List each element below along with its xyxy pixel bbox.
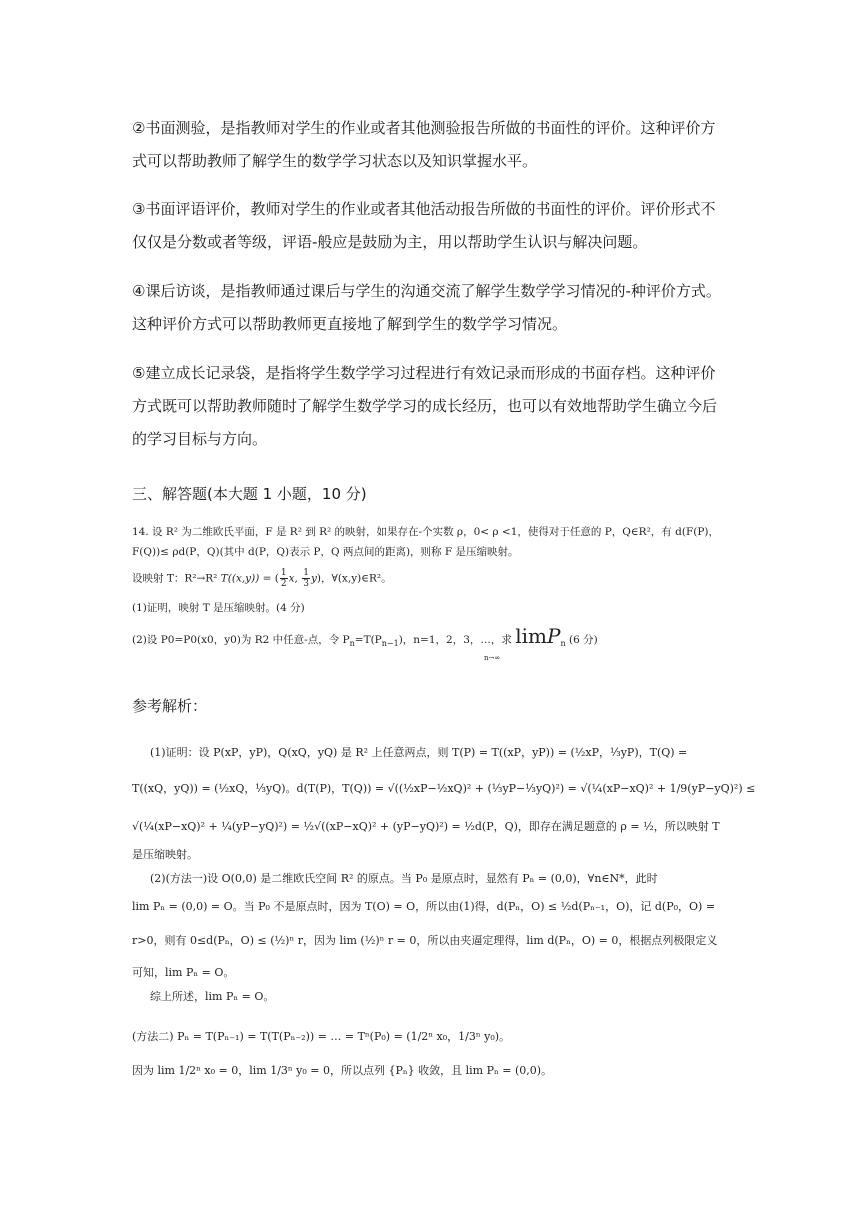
answer-line: lim Pₙ = (0,0) = O。当 P₀ 不是原点时，因为 T(O) = O，所以由(1)得，d(Pₙ，O) ≤ ½d(Pₙ₋₁，O)，记 d(P₀，O) = xyxy=(132,900,716,913)
answer-line: 因为 lim 1/2ⁿ x₀ = 0，lim 1/3ⁿ y₀ = 0，所以点列 {Pₙ} 收敛，且 lim Pₙ = (0,0)。 xyxy=(132,1064,553,1077)
fraction-third: $\frac{1}{3}$ xyxy=(303,568,309,589)
question-line: 设映射 T：R²→R² T((x,y)) = ( $\frac{1}{2}$ x, $\frac{1}{3}$ y)，∀(x,y)∈R²。 xyxy=(132,568,392,589)
answer-line: (2)(方法一)设 O(0,0) 是二维欧氏空间 R² 的原点。当 P₀ 是原点时，显然有 Pₙ = (0,0)，∀n∈N*，此时 xyxy=(150,872,658,885)
question-line: (2)设 P0=P0(x0，y0)为 R2 中任意-点，令 $P_n=T(P_{n-1})$，n=1，2，3，…，求 limP$_n$ (6 分) xyxy=(132,624,598,648)
paragraph-interview xyxy=(132,275,744,341)
answer-line: 综上所述，lim Pₙ = O。 xyxy=(150,990,275,1003)
question-text: 设映射 T：R²→R² xyxy=(132,572,218,585)
answer-line: √(¼(xP−xQ)² + ¼(yP−yQ)²) = ½√((xP−xQ)² + (yP−yQ)²) = ½d(P，Q)，即存在满足题意的 ρ = ½，所以映射 T xyxy=(132,820,720,833)
paragraph-line: ⑤建立成长记录袋，是指将学生数学学习过程进行有效记录而形成的书面存档。这种评价 xyxy=(132,364,716,382)
answer-line: (1)证明：设 P(xP，yP)，Q(xQ，yQ) 是 R² 上任意两点，则 T(P) = T((xP，yP)) = (½xP，⅓yP)，T(Q) = xyxy=(150,746,688,759)
paragraph-line: 方式既可以帮助教师随时了解学生数学学习的成长经历，也可以有效地帮助学生确立今后 xyxy=(132,397,718,415)
paragraph-line: 这种评价方式可以帮助教师更直接地了解到学生的数学学习情况。 xyxy=(132,315,568,333)
paragraph-line: ④课后访谈，是指教师通过课后与学生的沟通交流了解学生数学学习情况的-种评价方式。 xyxy=(132,282,721,300)
answer-line: 可知，lim Pₙ = O。 xyxy=(132,966,235,979)
fraction-half: $\frac{1}{2}$ xyxy=(280,568,287,589)
question-text: =T(P xyxy=(354,634,382,646)
paragraph-written-comment xyxy=(132,193,744,259)
question-text: (6 分) xyxy=(568,634,598,646)
question-line: 14. 设 R² 为二维欧氏平面，F 是 R² 到 R² 的映射，如果存在-个实数 ρ，0< ρ <1，使得对于任意的 P，Q∈R²，有 d(F(P)， xyxy=(132,526,719,538)
question-text: (2)设 P0=P0(x0，y0)为 R2 中任意-点，令 P xyxy=(132,634,350,646)
limit-variable: P xyxy=(547,624,561,648)
paragraph-line: ③书面评语评价，教师对学生的作业或者其他活动报告所做的书面性的评价。评价形式不 xyxy=(132,200,716,218)
answer-line: (方法二) Pₙ = T(Pₙ₋₁) = T(T(Pₙ₋₂)) = … = Tⁿ(P₀) = (1/2ⁿ x₀，1/3ⁿ y₀)。 xyxy=(132,1030,511,1043)
answer-line: r>0，则有 0≤d(Pₙ，O) ≤ (½)ⁿ r，因为 lim (½)ⁿ r = 0，所以由夹逼定理得，lim d(Pₙ，O) = 0，根据点列极限定义 xyxy=(132,934,718,947)
section-heading: 三、解答题(本大题 1 小题，10 分) xyxy=(132,485,367,503)
question-text: ，∀(x,y)∈R²。 xyxy=(321,572,392,585)
answer-line: 是压缩映射。 xyxy=(132,848,198,861)
paragraph-line: 的学习目标与方向。 xyxy=(132,430,268,448)
limit-subscript: n→∞ xyxy=(484,654,501,662)
question-text: )，n=1，2，3，…，求 xyxy=(398,634,512,646)
paragraph-line: 仅仅是分数或者等级，评语-般应是鼓励为主，用以帮助学生认识与解决问题。 xyxy=(132,233,648,251)
question-formula: T((x,y)) = xyxy=(220,572,272,585)
paragraph-line: ②书面测验，是指教师对学生的作业或者其他测验报告所做的书面性的评价。这种评价方 xyxy=(132,119,716,137)
answer-image xyxy=(132,738,756,1088)
limit-symbol: lim xyxy=(515,624,548,648)
paragraph-written-test xyxy=(132,112,744,178)
question-line: F(Q))≤ ρd(P，Q)(其中 d(P，Q)表示 P，Q 两点间的距离)，则称 F 是压缩映射。 xyxy=(132,546,519,558)
answer-line: T((xQ，yQ)) = (½xQ，⅓yQ)。d(T(P)，T(Q)) = √((½xP−½xQ)² + (⅓yP−⅓yQ)²) = √(¼(xP−xQ)² + 1/9(yP−yQ)²) ≤ xyxy=(132,782,756,795)
question-image xyxy=(132,518,744,663)
answer-label: 参考解析： xyxy=(132,697,208,715)
question-line: (1)证明，映射 T 是压缩映射。(4 分) xyxy=(132,602,305,614)
paragraph-portfolio xyxy=(132,357,744,456)
paragraph-line: 式可以帮助教师了解学生的数学学习状态以及知识掌握水平。 xyxy=(132,152,538,170)
